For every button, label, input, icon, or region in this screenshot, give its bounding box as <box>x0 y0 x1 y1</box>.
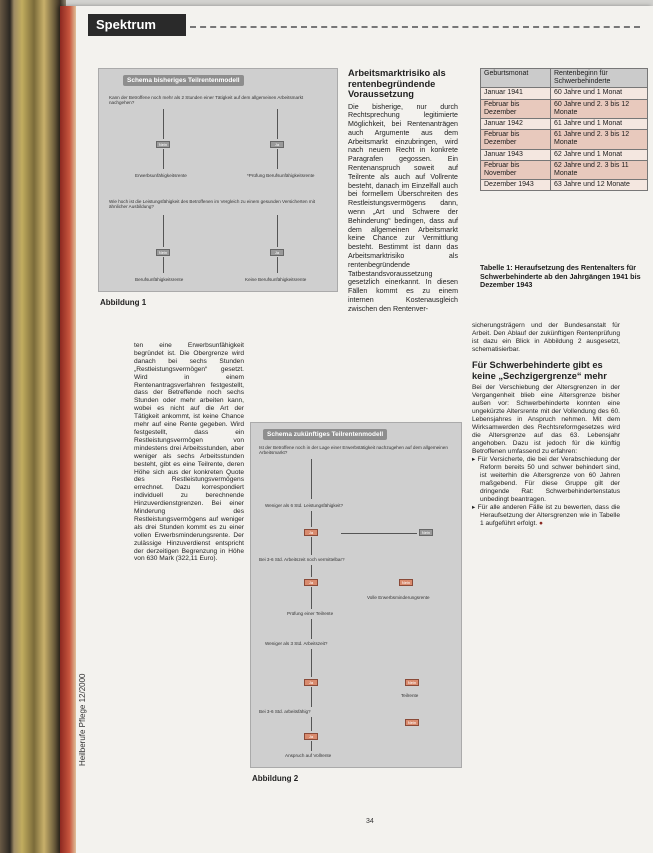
figure-1-question-2: Wie hoch ist die Leistungsfähigkeit des Betroffenen im Vergleich zu einem gesunden Versicherten mit ähnlicher Ausbildung? <box>109 199 315 210</box>
table-cell: Januar 1942 <box>481 119 551 130</box>
paragraph: Die bisherige, nur durch Rechtsprechung legitimierte Möglichkeit, bei Rentenanträgen auch Argumente aus dem Arbeitsmarkt einzubringen, wird nach neuem Recht in konkrete Paragrafen gegossen. Ein Rentenanspruch soweit auf Teilrente als auch auf Vollrente besteht, danach im Einzelfall auch bei formellem Überschreiten des Restleistungsvermögens dann, wenn „Art und Schwere der Behinderung“ bedingen, dass auf dem allgemeinen Arbeitsmarkt keine Chance zur Vermittlung besteht. Bestimmt ist dann das Arbeitsmarktrisiko als rentenbegründende Tatbestandsvoraussetzung gesetzlich einerkannt. In diesen Fällen kommt es zu einem internen Kostenausgleich zwischen den Rentenver- <box>348 102 458 313</box>
table-row <box>481 88 648 99</box>
figure-1-no-node: Nein <box>156 141 170 148</box>
figure-1-outcome-no-bu: Keine Berufsunfähigkeitsrente <box>245 277 307 282</box>
figure-2-ja-node-4: Ja <box>304 733 318 740</box>
figure-1-caption: Abbildung 1 <box>100 298 147 307</box>
page-edge-strip <box>60 6 76 853</box>
connector <box>311 459 312 499</box>
table-1 <box>480 68 648 191</box>
figure-2-question-4: Prüfung einer Teilrente <box>287 611 334 616</box>
section-heading-schwerbehinderte: Für Schwerbehinderte gibt es keine „Sechzigergrenze“ mehr <box>472 360 607 381</box>
table-header-row <box>481 69 648 88</box>
table-cell: Dezember 1943 <box>481 180 551 191</box>
table-cell: Januar 1943 <box>481 149 551 160</box>
article-column-left <box>134 342 244 563</box>
bullet-item: ▸ Für alle anderen Fälle ist zu bewerten, dass die Heraufsetzung der Altersgrenzen wie in Tabelle 1 aufgeführt erfolgt. ● <box>472 504 620 527</box>
table-row <box>481 119 648 130</box>
figure-2-full-rent-label: Volle Erwerbsminderungsrente <box>367 595 430 600</box>
table-cell: 62 Jahre und 1 Monat <box>551 149 648 160</box>
table-row <box>481 130 648 149</box>
figure-2-title: Schema zukünftiges Teilrentenmodell <box>263 429 387 440</box>
figure-1-outcome-bu: Berufsunfähigkeitsrente <box>135 277 184 282</box>
connector <box>163 215 164 247</box>
figure-2-nein-node-4: Nein <box>405 719 419 726</box>
table-row <box>481 180 648 191</box>
connector <box>311 511 312 527</box>
page-number: 34 <box>366 818 374 825</box>
table-row <box>481 160 648 179</box>
paragraph: Bei der Verschiebung der Altersgrenzen in der Vergangenheit blieb eine Altersgrenze bisher außen vor: Schwerbehinderte konnten eine ungekürzte Altersrente mit der Vollendung des 60. Lebensjahres in Anspruch nehmen. Mit dem Wirksamwerden des Rechtsreformgesetzes wird die Altersgrenze auf das 63. Lebensjahr angehoben. Dazu ist jedoch für die künftig Betroffenen umfassend zu erfahren: <box>472 384 620 455</box>
figure-2-question-3: Bei 3-6 Std. Arbeitszeit noch vermittelbar? <box>259 557 345 562</box>
table-cell: 63 Jahre und 12 Monate <box>551 180 648 191</box>
figure-2-question-6: Bei 3-6 Std. arbeitsfähig? <box>259 709 311 714</box>
table-1-caption: Tabelle 1: Heraufsetzung des Rentenalters für Schwerbehinderte ab den Jahrgängen 1941 bis Dezember 1943 <box>480 263 641 290</box>
table-row <box>481 149 648 160</box>
connector <box>311 687 312 707</box>
article-column-middle <box>348 68 458 314</box>
paragraph: ten eine Erwerbsunfähigkeit begründet ist. Die Obergrenze wird danach bei sechs Stunden „Restleistungsvermögen“ gesetzt. Wird in einem Rentenantragsverfahren festgestellt, dass der Betreffende noch sechs Stunden oder mehr arbeiten kann, wobei es nicht auf die Art der Tätigkeit ankommt, ist keine Chance mehr auf eine Rente gegeben. Wird festgestellt, dass ein Restleistungsvermögen von mindestens drei Arbeitsstunden, aber weniger als sechs Arbeitsstunden besteht, gibt es eine Teilrente, deren Höhe sich aus der konkreten Quote des Restleistungsvermögens errechnet. Dazu korrespondiert individuell zu berechnende Hinzuverdienstgrenzen. Bei einer Minderung des Restleistungsvermögens auf weniger als drei Stunden kommt es zu einer vollen Erwerbsminderungsrente. Der zulässige Hinzuverdienst entspricht der derzeitigen Begrenzung in Höhe von 630 Mark (322,11 Euro). <box>134 342 244 563</box>
table-cell: Februar bis November <box>481 160 551 179</box>
figure-1-title: Schema bisheriges Teilrentenmodell <box>123 75 244 86</box>
connector <box>311 565 312 577</box>
figure-2-yes-node: Ja <box>304 529 318 536</box>
figure-1-yes-node-2: Ja <box>270 249 284 256</box>
figure-1-outcome-eu: Erwerbsunfähigkeitsrente <box>135 173 187 178</box>
figure-2-full-rent: Anspruch auf Vollrente <box>285 753 332 758</box>
connector <box>277 215 278 247</box>
figure-2-ja-node-3: Ja <box>304 679 318 686</box>
figure-2-question-1: Ist der Betroffene noch in der Lage einer Erwerbstätigkeit nachzugehen auf dem allgemeinen Arbeitsmarkt? <box>259 445 448 456</box>
connector <box>311 537 312 555</box>
magazine-page <box>60 6 653 853</box>
table-header: Geburtsmonat <box>481 69 551 88</box>
table-cell: 60 Jahre und 2. 3 bis 12 Monate <box>551 99 648 118</box>
article-column-right <box>472 322 620 528</box>
book-edge <box>0 0 66 853</box>
table-cell: Februar bis Dezember <box>481 130 551 149</box>
figure-2-nein-node-3: Nein <box>405 679 419 686</box>
section-header: Spektrum <box>88 14 186 36</box>
table-cell: 62 Jahre und 2. 3 bis 11 Monate <box>551 160 648 179</box>
table-cell: 61 Jahre und 1 Monat <box>551 119 648 130</box>
connector <box>163 109 164 139</box>
table-cell: Februar bis Dezember <box>481 99 551 118</box>
bullet-text: Für Versicherte, die bei der Verabschiedung der Reform bereits 50 und schwer behindert sind, ist weiterhin die Altersgrenze von 60 Jahren maßgebend. Für diese Gruppe gilt der dringende Rat: Schwerbehindertenstatus unbedingt beantragen. <box>477 456 620 503</box>
table-cell: 61 Jahre und 2. 3 bis 12 Monate <box>551 130 648 149</box>
connector <box>311 741 312 751</box>
figure-1 <box>98 68 338 292</box>
connector <box>311 649 312 677</box>
figure-2-partial-rent: Teilrente <box>401 693 419 698</box>
header-rule <box>190 26 640 28</box>
table-cell: 60 Jahre und 1 Monat <box>551 88 648 99</box>
figure-1-question-1: Kann der Betroffene noch mehr als 2 Stunden einer Tätigkeit auf dem allgemeinen Arbeitsmarkt nachgehen? <box>109 95 304 106</box>
connector <box>311 587 312 609</box>
figure-1-yes-node: Ja <box>270 141 284 148</box>
figure-2-ja-node-2: Ja <box>304 579 318 586</box>
connector <box>163 257 164 273</box>
connector <box>341 533 417 534</box>
section-heading-arbeitsmarkt: Arbeitsmarktrisiko als rentenbegründende Voraussetzung <box>348 68 446 99</box>
connector <box>163 149 164 169</box>
table-cell: Januar 1941 <box>481 88 551 99</box>
figure-2-question-5: Weniger als 3 Std. Arbeitszeit? <box>265 641 328 646</box>
connector <box>311 619 312 639</box>
journal-reference: Heilberufe Pflege 12/2000 <box>78 673 87 766</box>
figure-1-outcome-bu-check: *Prüfung Berufsunfähigkeitsrente <box>247 173 315 178</box>
figure-2-no-node: Nein <box>419 529 433 536</box>
table-row <box>481 99 648 118</box>
table-header: Rentenbeginn für Schwerbehinderte <box>551 69 648 88</box>
figure-1-no-node-2: Nein <box>156 249 170 256</box>
connector <box>311 717 312 731</box>
bullet-text: Für alle anderen Fälle ist zu bewerten, dass die Heraufsetzung der Altersgrenzen wie in Tabelle 1 aufgeführt erfolgt. <box>477 504 620 527</box>
connector <box>277 257 278 273</box>
figure-2-nein-node-2: Nein <box>399 579 413 586</box>
figure-2-caption: Abbildung 2 <box>252 774 299 783</box>
bullet-item: ▸ Für Versicherte, die bei der Verabschiedung der Reform bereits 50 und schwer behindert sind, ist weiterhin die Altersgrenze von 60 Jahren maßgebend. Für diese Gruppe gilt der dringende Rat: Schwerbehindertenstatus unbedingt beantragen. <box>472 456 620 503</box>
figure-2-question-2: Weniger als 6 Std. Leistungsfähigkeit? <box>265 503 344 508</box>
figure-2 <box>250 422 462 768</box>
paragraph: sicherungsträgern und der Bundesanstalt für Arbeit. Den Ablauf der zukünftigen Rentenprüfung ist dazu ein Blick in Abbildung 2 ausgesetzt, schematisierbar. <box>472 322 620 353</box>
connector <box>277 109 278 139</box>
connector <box>277 149 278 169</box>
